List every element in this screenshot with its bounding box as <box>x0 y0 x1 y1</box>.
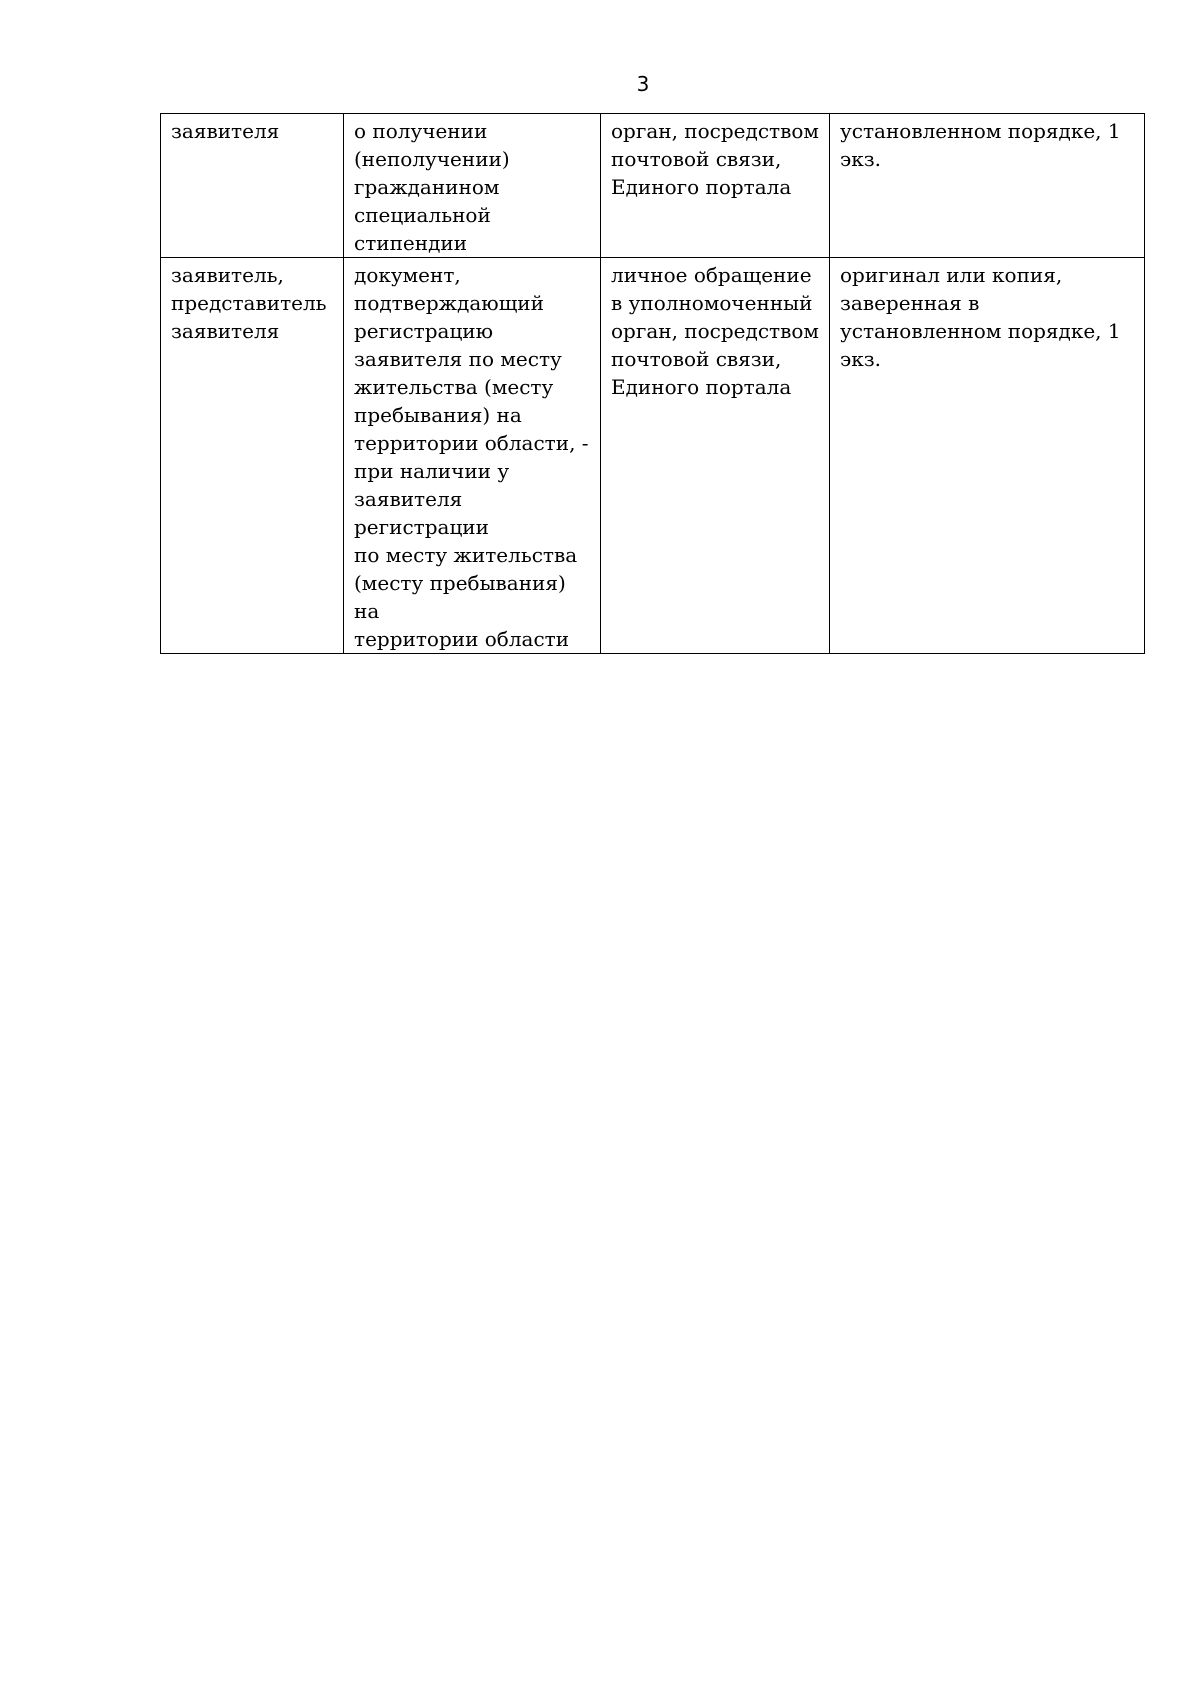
table-cell-applicant: заявитель, представитель заявителя <box>161 258 344 654</box>
page-number: 3 <box>636 72 650 96</box>
table-cell-applicant: заявителя <box>161 114 344 258</box>
table-cell-document-form: оригинал или копия, заверенная в установленном порядке, 1 экз. <box>830 258 1145 654</box>
table-cell-submission-method: личное обращение в уполномоченный орган, посредством почтовой связи, Единого портала <box>601 258 830 654</box>
table-cell-document: документ, подтверждающий регистрацию заявителя по месту жительства (месту пребывания) на территории области, - при наличии у заявителя регистрации по месту жительства (месту пребывания) на территории области <box>344 258 601 654</box>
table-cell-document: о получении (неполучении) гражданином специальной стипендии <box>344 114 601 258</box>
table-cell-submission-method: орган, посредством почтовой связи, Единого портала <box>601 114 830 258</box>
table-cell-document-form: установленном порядке, 1 экз. <box>830 114 1145 258</box>
table-row <box>161 114 1145 258</box>
document-table <box>160 113 1145 654</box>
table-row <box>161 258 1145 654</box>
